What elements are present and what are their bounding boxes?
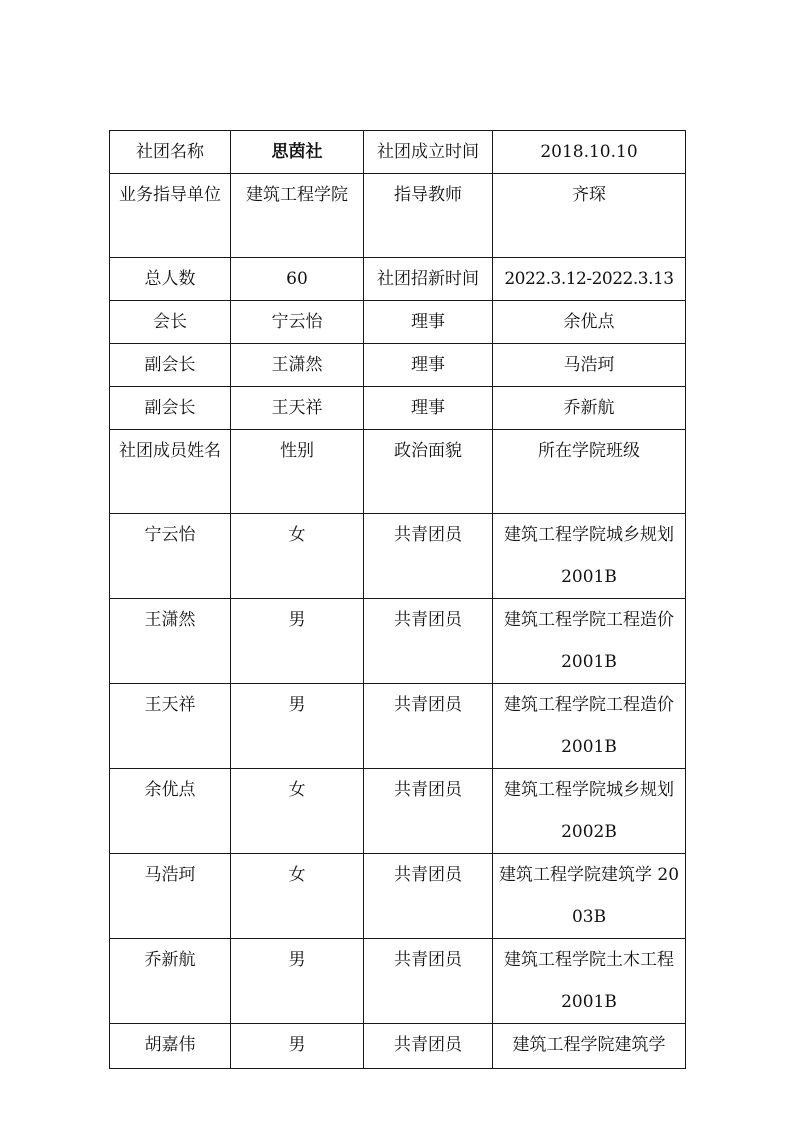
- officer-name: 王天祥: [231, 387, 364, 430]
- member-gender: 男: [231, 939, 364, 1024]
- member-gender: 女: [231, 514, 364, 599]
- member-political: 共青团员: [364, 684, 493, 769]
- member-row: [110, 1024, 686, 1069]
- member-name: 马浩珂: [110, 854, 231, 939]
- unit-label: 业务指导单位: [110, 174, 231, 258]
- founded-label: 社团成立时间: [364, 131, 493, 174]
- officer-role: 理事: [364, 301, 493, 344]
- members-header-row: [110, 430, 686, 514]
- table-row: [110, 387, 686, 430]
- member-gender: 女: [231, 769, 364, 854]
- club-name-value: 思茵社: [231, 131, 364, 174]
- advisor-value: 齐琛: [493, 174, 686, 258]
- member-political: 共青团员: [364, 769, 493, 854]
- member-row: [110, 854, 686, 939]
- member-class: 建筑工程学院城乡规划 2002B: [493, 769, 686, 854]
- member-gender: 男: [231, 1024, 364, 1069]
- member-class: 建筑工程学院土木工程 2001B: [493, 939, 686, 1024]
- member-political: 共青团员: [364, 939, 493, 1024]
- table-row: [110, 174, 686, 258]
- member-row: [110, 769, 686, 854]
- member-row: [110, 684, 686, 769]
- member-name: 乔新航: [110, 939, 231, 1024]
- officer-role: 副会长: [110, 387, 231, 430]
- officer-name: 宁云怡: [231, 301, 364, 344]
- member-class: 建筑工程学院工程造价 2001B: [493, 684, 686, 769]
- member-class: 建筑工程学院城乡规划 2001B: [493, 514, 686, 599]
- member-political: 共青团员: [364, 599, 493, 684]
- member-gender: 男: [231, 599, 364, 684]
- officer-role: 理事: [364, 387, 493, 430]
- member-row: [110, 514, 686, 599]
- table-row: [110, 258, 686, 301]
- officer-name: 余优点: [493, 301, 686, 344]
- member-political: 共青团员: [364, 1024, 493, 1069]
- officer-name: 乔新航: [493, 387, 686, 430]
- member-gender: 女: [231, 854, 364, 939]
- officer-role: 会长: [110, 301, 231, 344]
- member-row: [110, 599, 686, 684]
- member-class: 建筑工程学院建筑学: [493, 1024, 686, 1069]
- member-gender-header: 性别: [231, 430, 364, 514]
- member-name-header: 社团成员姓名: [110, 430, 231, 514]
- recruit-label: 社团招新时间: [364, 258, 493, 301]
- member-class: 建筑工程学院建筑学 2003B: [493, 854, 686, 939]
- total-label: 总人数: [110, 258, 231, 301]
- officer-role: 副会长: [110, 344, 231, 387]
- recruit-period-value: 2022.3.12-2022.3.13: [493, 258, 686, 301]
- table-row: [110, 131, 686, 174]
- total-value: 60: [231, 258, 364, 301]
- officer-name: 王潇然: [231, 344, 364, 387]
- member-political: 共青团员: [364, 514, 493, 599]
- table-row: [110, 301, 686, 344]
- member-name: 宁云怡: [110, 514, 231, 599]
- member-name: 王潇然: [110, 599, 231, 684]
- officer-role: 理事: [364, 344, 493, 387]
- member-name: 王天祥: [110, 684, 231, 769]
- table-row: [110, 344, 686, 387]
- member-gender: 男: [231, 684, 364, 769]
- member-class: 建筑工程学院工程造价 2001B: [493, 599, 686, 684]
- club-name-label: 社团名称: [110, 131, 231, 174]
- member-political: 共青团员: [364, 854, 493, 939]
- officer-name: 马浩珂: [493, 344, 686, 387]
- advisor-label: 指导教师: [364, 174, 493, 258]
- member-name: 余优点: [110, 769, 231, 854]
- founded-date-value: 2018.10.10: [493, 131, 686, 174]
- unit-value: 建筑工程学院: [231, 174, 364, 258]
- member-name: 胡嘉伟: [110, 1024, 231, 1069]
- member-row: [110, 939, 686, 1024]
- club-roster-table: [109, 130, 686, 1069]
- member-class-header: 所在学院班级: [493, 430, 686, 514]
- member-political-header: 政治面貌: [364, 430, 493, 514]
